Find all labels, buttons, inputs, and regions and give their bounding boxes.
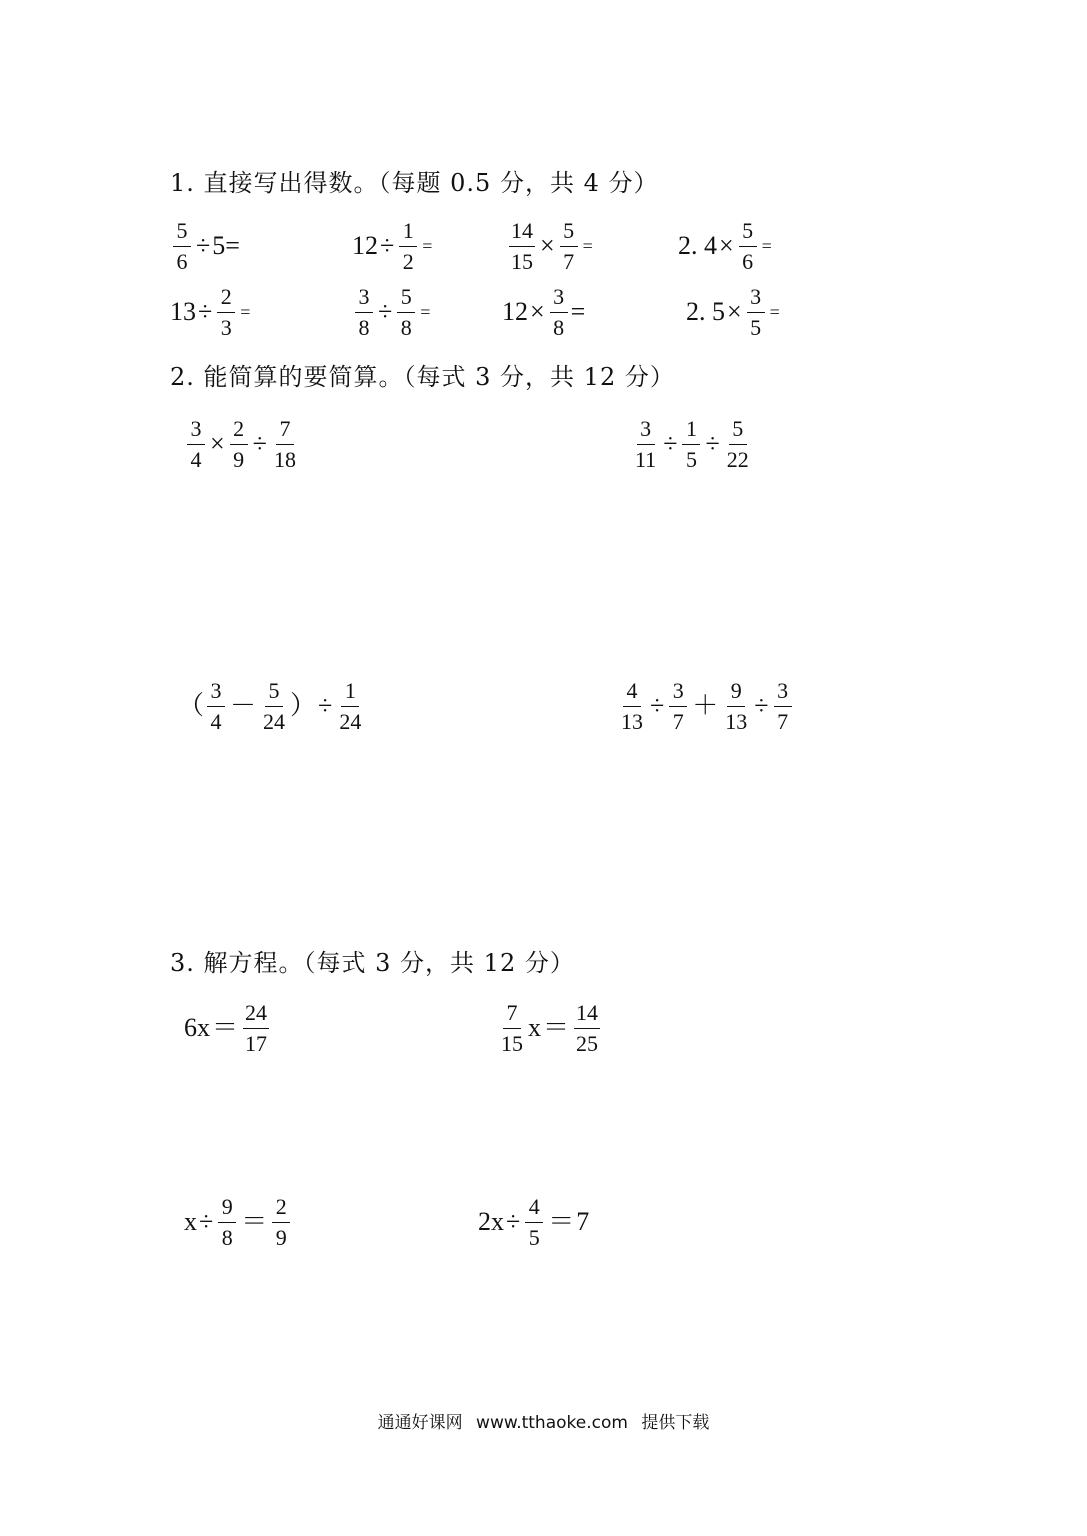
- rhs: 7: [576, 1207, 590, 1236]
- fraction: $\frac{5}{22}$: [726, 415, 749, 472]
- fraction: $\frac{9}{13}$: [725, 677, 748, 734]
- operator: ＋: [692, 691, 719, 720]
- lhs: 2x: [478, 1207, 504, 1236]
- fraction: $\frac{24}{17}$: [245, 999, 268, 1056]
- equals: ＝: [548, 1207, 575, 1236]
- fraction: $\frac{2}{3}$: [217, 285, 235, 340]
- operator: ×: [727, 297, 742, 326]
- operator: ×: [210, 429, 225, 458]
- equals: =: [761, 236, 772, 256]
- section2-heading: 2. 能简算的要简算。（每式 3 分，共 12 分）: [170, 363, 675, 391]
- fraction: $\frac{1}{2}$: [399, 219, 417, 274]
- s3-equation-1: [184, 996, 272, 1060]
- s1-item-5: [170, 280, 250, 344]
- operator: ÷: [663, 429, 678, 458]
- equals: ＝: [543, 1013, 570, 1042]
- operand: 2. 5: [686, 297, 725, 326]
- operator: ÷: [318, 691, 333, 720]
- fraction: $\frac{7}{15}$: [501, 999, 523, 1056]
- operator: ÷: [380, 231, 395, 260]
- s1-item-6: [352, 280, 430, 344]
- fraction: $\frac{4}{13}$: [621, 677, 643, 734]
- s2-expression-3: [178, 674, 366, 738]
- operator: ÷: [378, 297, 393, 326]
- operator: ÷: [196, 231, 211, 260]
- fraction: $\frac{3}{11}$: [635, 415, 657, 472]
- equals: =: [570, 297, 586, 326]
- footer-suffix: 提供下载: [641, 1413, 710, 1433]
- fraction: $\frac{5}{6}$: [739, 219, 757, 274]
- fraction: $\frac{1}{24}$: [339, 677, 362, 734]
- fraction: $\frac{14}{25}$: [576, 999, 599, 1056]
- equals: =: [422, 236, 433, 256]
- footer-site-name: 通通好课网: [377, 1413, 463, 1433]
- s1-item-4: [678, 214, 772, 278]
- fraction: $\frac{3}{7}$: [669, 679, 687, 734]
- equals: ＝: [241, 1207, 268, 1236]
- equals: =: [420, 302, 431, 322]
- operator: ÷: [199, 1207, 214, 1236]
- fraction: $\frac{3}{4}$: [207, 679, 225, 734]
- operator: ÷: [198, 297, 213, 326]
- equals: ＝: [212, 1013, 239, 1042]
- equals: =: [582, 236, 593, 256]
- fraction: $\frac{5}{24}$: [263, 677, 286, 734]
- operand: 2. 4: [678, 231, 717, 260]
- equals: =: [769, 302, 780, 322]
- fraction: $\frac{7}{18}$: [273, 415, 296, 472]
- lhs: 6x: [184, 1013, 210, 1042]
- fraction: $\frac{2}{9}$: [272, 1195, 290, 1250]
- footer-url[interactable]: www.tthaoke.com: [476, 1413, 628, 1433]
- variable: x: [184, 1207, 197, 1236]
- equals: =: [225, 231, 240, 260]
- operator: ÷: [705, 429, 720, 458]
- fraction: $\frac{5}{7}$: [560, 219, 578, 274]
- fraction: $\frac{5}{8}$: [397, 285, 415, 340]
- fraction: $\frac{3}{8}$: [355, 285, 373, 340]
- fraction: $\frac{3}{7}$: [774, 679, 792, 734]
- operator: ×: [719, 231, 734, 260]
- operand: 13: [170, 297, 196, 326]
- section3-heading: 3. 解方程。（每式 3 分，共 12 分）: [170, 949, 575, 977]
- operand: 12: [352, 231, 378, 260]
- right-paren: ）: [290, 691, 317, 720]
- operator: ÷: [754, 691, 769, 720]
- s2-expression-4: [616, 674, 795, 738]
- fraction: $\frac{3}{8}$: [550, 285, 568, 340]
- operand: 12: [502, 297, 528, 326]
- s3-equation-2: [496, 996, 603, 1060]
- footer: [0, 1408, 1087, 1433]
- fraction: $\frac{4}{5}$: [525, 1195, 543, 1250]
- left-paren: （: [178, 691, 205, 720]
- equals: =: [240, 302, 251, 322]
- operator: ÷: [252, 429, 267, 458]
- fraction: $\frac{14}{15}$: [511, 217, 533, 274]
- fraction: $\frac{5}{6}$: [173, 219, 191, 274]
- s1-item-2: [352, 214, 432, 278]
- s2-expression-2: [630, 412, 754, 476]
- operator: ÷: [650, 691, 665, 720]
- s1-item-3: [506, 214, 593, 278]
- operand: 5: [212, 231, 226, 260]
- operator: －: [230, 691, 257, 720]
- fraction: $\frac{3}{5}$: [747, 285, 765, 340]
- s1-item-7: [502, 280, 585, 344]
- operator: ×: [540, 231, 555, 260]
- variable: x: [528, 1013, 541, 1042]
- s2-expression-1: [184, 412, 301, 476]
- s3-equation-3: [184, 1190, 293, 1254]
- s1-item-8: [686, 280, 780, 344]
- operator: ×: [530, 297, 545, 326]
- fraction: $\frac{3}{4}$: [187, 417, 205, 472]
- fraction: $\frac{1}{5}$: [682, 417, 700, 472]
- s3-equation-4: [478, 1190, 589, 1254]
- s1-item-1: [170, 214, 240, 278]
- fraction: $\frac{2}{9}$: [230, 417, 248, 472]
- section1-heading: 1. 直接写出得数。（每题 0.5 分，共 4 分）: [170, 169, 659, 197]
- operator: ÷: [506, 1207, 521, 1236]
- fraction: $\frac{9}{8}$: [218, 1195, 236, 1250]
